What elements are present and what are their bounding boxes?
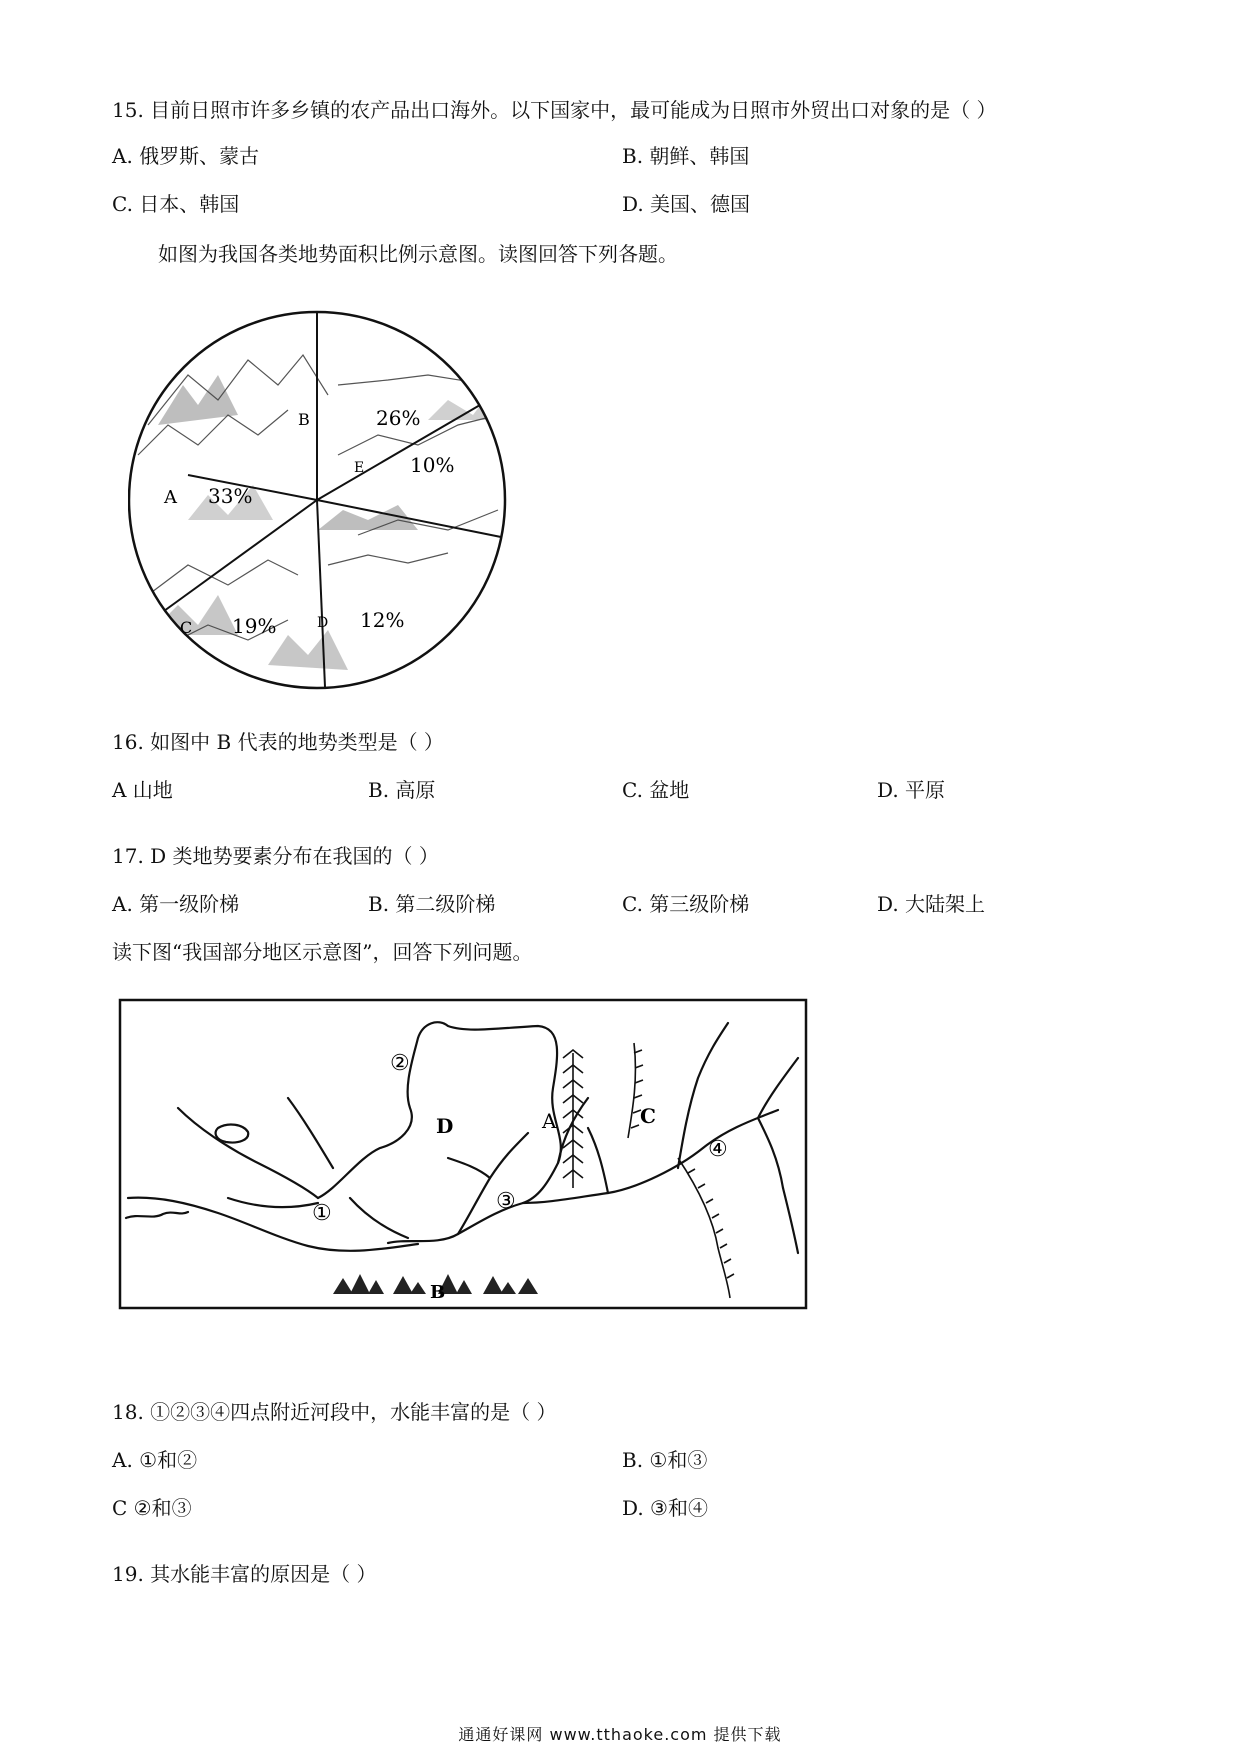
- q16-option-c: C. 盆地: [622, 778, 690, 802]
- q15-option-c: C. 日本、韩国: [112, 192, 240, 216]
- map-frame: [120, 1000, 806, 1308]
- region-map-figure: [118, 998, 810, 1312]
- map-point-1: ①: [312, 1201, 332, 1226]
- q17-option-c: C. 第三级阶梯: [622, 892, 750, 916]
- pie-percent-e: 10%: [410, 453, 455, 477]
- intro-terrain: 如图为我国各类地势面积比例示意图。读图回答下列各题。: [158, 242, 678, 266]
- map-point-4: ④: [708, 1137, 728, 1162]
- intro-map: 读下图“我国部分地区示意图”，回答下列问题。: [112, 940, 533, 964]
- map-point-3: ③: [496, 1189, 516, 1214]
- q16-stem: 16. 如图中 B 代表的地势类型是（ ）: [112, 730, 444, 754]
- q17-option-d: D. 大陆架上: [877, 892, 986, 916]
- pie-label-c: C: [180, 618, 193, 637]
- pie-label-d: D: [317, 615, 329, 631]
- map-point-2: ②: [390, 1051, 410, 1076]
- q15-stem: 15. 目前日照市许多乡镇的农产品出口海外。以下国家中，最可能成为日照市外贸出口对象的是（ ）: [112, 98, 997, 122]
- map-letter-c: C: [640, 1104, 656, 1128]
- q16-option-a: A 山地: [112, 778, 173, 802]
- map-letter-a: A: [542, 1109, 557, 1133]
- q15-option-b: B. 朝鲜、韩国: [622, 144, 750, 168]
- q15-option-a: A. 俄罗斯、蒙古: [112, 144, 260, 168]
- q19-stem: 19. 其水能丰富的原因是（ ）: [112, 1562, 377, 1586]
- pie-percent-c: 19%: [232, 614, 277, 638]
- pie-label-a: A: [164, 487, 177, 508]
- pie-label-e: E: [354, 460, 365, 476]
- q18-option-c: C ②和③: [112, 1496, 192, 1520]
- q15-option-d: D. 美国、德国: [622, 192, 751, 216]
- pie-label-b: B: [298, 410, 310, 429]
- q18-stem: 18. ①②③④四点附近河段中，水能丰富的是（ ）: [112, 1400, 557, 1424]
- pie-percent-b: 26%: [376, 406, 421, 430]
- pie-percent-d: 12%: [360, 608, 405, 632]
- q17-option-b: B. 第二级阶梯: [368, 892, 496, 916]
- map-letter-d: D: [436, 1114, 454, 1138]
- page-footer: 通通好课网 www.tthaoke.com 提供下载: [458, 1725, 782, 1744]
- terrain-area-pie-figure: [128, 305, 518, 695]
- q18-option-b: B. ①和③: [622, 1448, 708, 1472]
- q16-option-d: D. 平原: [877, 778, 946, 802]
- map-letter-b: B: [430, 1282, 446, 1303]
- q16-option-b: B. 高原: [368, 778, 436, 802]
- pie-percent-a: 33%: [208, 484, 253, 508]
- q18-option-d: D. ③和④: [622, 1496, 708, 1520]
- q17-option-a: A. 第一级阶梯: [112, 892, 240, 916]
- q18-option-a: A. ①和②: [112, 1448, 198, 1472]
- q17-stem: 17. D 类地势要素分布在我国的（ ）: [112, 844, 439, 868]
